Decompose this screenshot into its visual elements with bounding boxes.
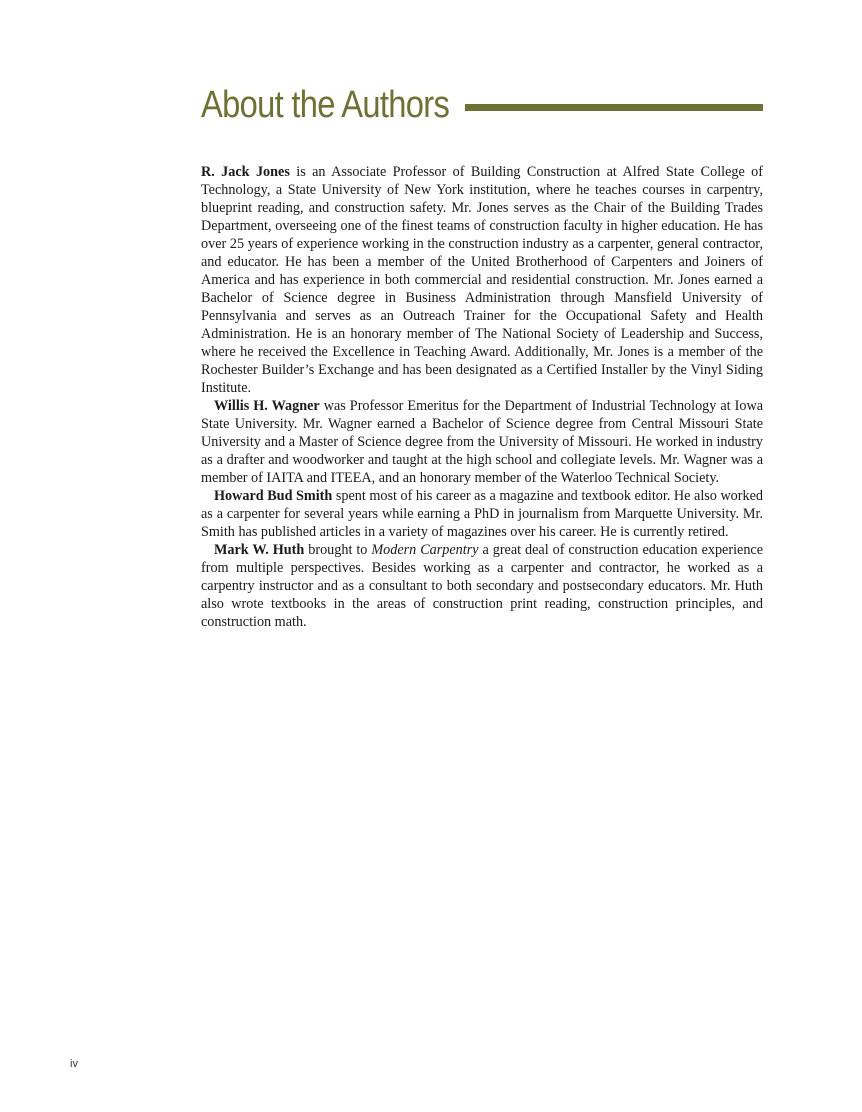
page-heading <box>201 82 763 128</box>
author-name: Willis H. Wagner <box>214 398 320 414</box>
author-bio-smith <box>201 487 763 541</box>
author-bio-text: spent most of his career as a magazine and textbook editor. He also worked as a carpenter for several years while earning a PhD in journalism from Marquette University. Mr. Smith has published articles in a variety of magazines over his career. He is currently retired. <box>201 488 763 540</box>
author-bios <box>201 163 763 631</box>
author-bio-wagner <box>201 397 763 487</box>
page-title: About the Authors <box>201 83 450 126</box>
page-number: iv <box>70 1058 78 1070</box>
author-bio-text: a great deal of construction education experience from multiple perspectives. Besides working as a carpenter and contractor, he worked as a carpentry instructor and as a consultant to both secondary and postsecondary educators. Mr. Huth also wrote textbooks in the areas of construction print reading, construction principles, and construction math. <box>201 542 764 630</box>
author-bio-text: brought to <box>304 542 372 558</box>
book-title: Modern Carpentry <box>371 542 479 558</box>
author-name: Howard Bud Smith <box>214 488 333 504</box>
title-rule <box>465 104 763 111</box>
author-name: Mark W. Huth <box>214 542 305 558</box>
author-bio-text: is an Associate Professor of Building Construction at Alfred State College of Technology, a State University of New York institution, where he teaches courses in carpentry, blueprint reading, and construction safety. Mr. Jones serves as the Chair of the Building Trades Department, overseeing one of the finest teams of construction faculty in higher education. He has over 25 years of experience working in the construction industry as a carpenter, general contractor, and educator. He has been a member of the United Brotherhood of Carpenters and Joiners of America and has experience in both commercial and residential construction. Mr. Jones earned a Bachelor of Science degree in Business Administration through Mansfield University of Pennsylvania and serves as an Outreach Trainer for the Occupational Safety and Health Administration. He is an honorary member of The National Society of Leadership and Success, where he received the Excellence in Teaching Award. Additionally, Mr. Jones is a member of the Rochester Builder’s Exchange and has been designated as a Certified Installer by the Vinyl Siding Institute. <box>201 164 763 396</box>
author-bio-huth <box>201 541 763 631</box>
author-name: R. Jack Jones <box>201 164 290 180</box>
author-bio-text: was Professor Emeritus for the Department of Industrial Technology at Iowa State University. Mr. Wagner earned a Bachelor of Science degree from Central Missouri State University and a Master of Science degree from the University of Missouri. He worked in industry as a drafter and woodworker and taught at the high school and collegiate levels. Mr. Wagner was a member of IAITA and ITEEA, and an honorary member of the Waterloo Technical Society. <box>201 398 764 486</box>
author-bio-jones <box>201 163 763 397</box>
